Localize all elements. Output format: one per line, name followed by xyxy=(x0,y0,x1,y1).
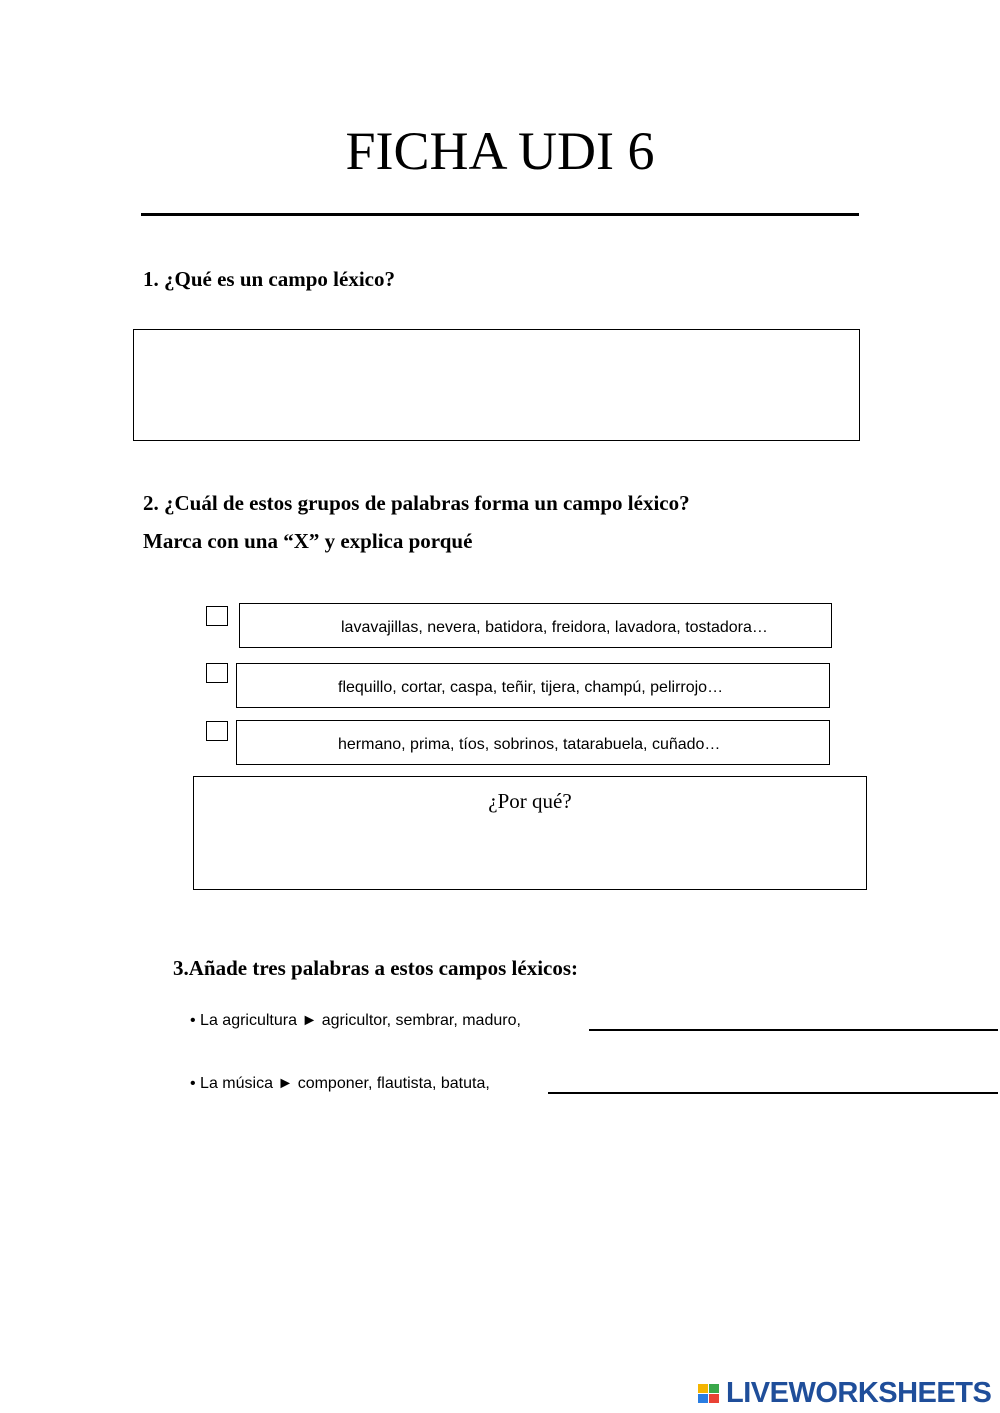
agriculture-answer-line[interactable] xyxy=(589,1029,998,1031)
liveworksheets-logo-icon xyxy=(698,1380,720,1408)
agriculture-row-text: • La agricultura ► agricultor, sembrar, maduro, xyxy=(190,1012,521,1029)
question-2-instruction: Marca con una “X” y explica porqué xyxy=(143,529,473,553)
option-3-box xyxy=(236,720,830,765)
option-1-checkbox[interactable] xyxy=(206,606,228,626)
question-3-text: 3.Añade tres palabras a estos campos léxicos: xyxy=(173,956,579,980)
question-1-answer-box[interactable] xyxy=(133,329,860,441)
question-2-text: 2. ¿Cuál de estos grupos de palabras forma un campo léxico? xyxy=(143,491,690,515)
logo-tile-i xyxy=(709,1384,719,1393)
logo-tile-v xyxy=(698,1394,708,1403)
music-answer-line[interactable] xyxy=(548,1092,998,1094)
option-2-checkbox[interactable] xyxy=(206,663,228,683)
liveworksheets-brand-text: LIVEWORKSHEETS xyxy=(726,1377,992,1409)
music-row-text: • La música ► componer, flautista, batuta, xyxy=(190,1075,490,1092)
title-divider xyxy=(141,213,859,216)
why-label: ¿Por qué? xyxy=(488,789,572,813)
page-title: FICHA UDI 6 xyxy=(345,121,655,181)
option-3-text: hermano, prima, tíos, sobrinos, tatarabuela, cuñado… xyxy=(338,736,721,753)
liveworksheets-logo xyxy=(698,1377,991,1409)
option-2-box xyxy=(236,663,830,708)
logo-tile-l xyxy=(698,1384,708,1393)
option-1-text: lavavajillas, nevera, batidora, freidora, lavadora, tostadora… xyxy=(341,619,768,636)
option-2-text: flequillo, cortar, caspa, teñir, tijera, champú, pelirrojo… xyxy=(338,679,724,696)
logo-tile-e xyxy=(709,1394,719,1403)
option-1-box xyxy=(239,603,832,648)
option-3-checkbox[interactable] xyxy=(206,721,228,741)
question-1-text: 1. ¿Qué es un campo léxico? xyxy=(143,267,395,291)
